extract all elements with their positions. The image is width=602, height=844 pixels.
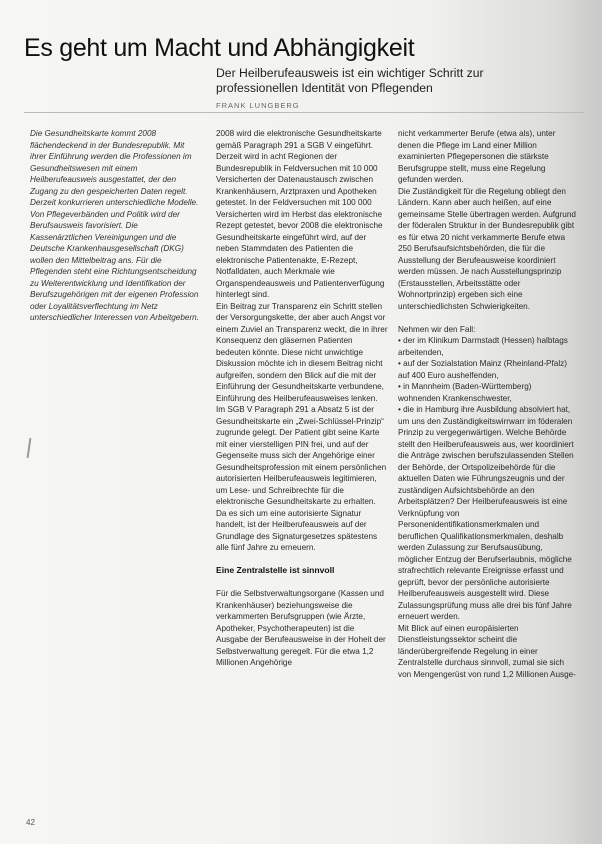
list-item: • die in Hamburg ihre Ausbildung absolviert hat, [398,404,576,416]
article-headline: Es geht um Macht und Abhängigkeit [24,34,415,62]
col3-paragraph-4: um uns den Zuständigkeitswirrwarr im föderalen Prinzip zu vergegenwärtigen. Welche Behörde stellt den Heilberufeausweis aus, wer koordiniert die Anträge zwischen berufszulassenden Stellen der Behörde, der Ortspolizeibehörde für die aktuellen Daten wie Führungszeugnis und der zuständigen Aufsichtsbehörde an den Arbeitsplätzen? Der Heilberufeausweis ist eine Verknüpfung von Personenidentifikationsmerkmalen und beruflichen Qualifikationsmerkmalen, deshalb werden Zulassung zur Berufsausübung, möglicher Entzug der Berufserlaubnis, mögliche strafrechtlich relevante Ereignisse erfasst und geprüft, bevor der persönliche autorisierte Heilberufeausweis ausgestellt wird. Diese Zulassungsprüfung muss alle drei bis fünf Jahre erneuert werden. [398,416,574,621]
example-list [398,335,576,416]
list-item: • auf der Sozialstation Mainz (Rheinland-Pfalz) auf 400 Euro aushelfenden, [398,358,576,381]
list-item: • der im Klinikum Darmstadt (Hessen) halbtags arbeitenden, [398,335,576,358]
col2-paragraph-3: Im SGB V Paragraph 291 a Absatz 5 ist der Gesundheitskarte ein „Zwei-Schlüssel-Prinzip“ zugrunde gelegt. Der Patient gibt seine Karte mit einer vierstelligen PIN frei, und auf der Gegenseite muss sich der Angehörige einer Gesundheitsprofession mit einem persönlichen autorisierten Heilberufeausweis legitimieren, um Lese- und Schreibrechte für die elektronische Gesundheitskarte zu erhalten. Da es sich um eine autorisierte Signatur handelt, ist der Heilberufeausweis auf der Grundlage des Signaturgesetzes spätestens alle fünf Jahre zu erneuern. [216,405,387,552]
body-column-2 [216,128,388,669]
col2-paragraph-4: Für die Selbstverwaltungsorgane (Kassen und Krankenhäuser) beziehungsweise die verkammerten Berufsgruppen (wie Ärzte, Apotheker, Psychotherapeuten) ist die Ausgabe der Berufeausweise in der Hoheit der Selbstverwaltung geregelt. Für die etwa 1,2 Millionen Angehörige [216,589,386,667]
article-author: FRANK LUNGBERG [216,101,300,110]
section-heading: Eine Zentralstelle ist sinnvoll [216,565,335,575]
col2-paragraph-2: Ein Beitrag zur Transparenz ein Schritt stellen der Versorgungskette, der aber auch Angst vor einem Zuviel an Transparenz weckt, die in ihrer Konsequenz den gläsernen Patienten bedeuten könnte. Diese nicht unwichtige Diskussion möchte ich in diesem Beitrag nicht aufgreifen, sondern den Blick auf die mit der Einführung der Gesundheitskarte verbundene, Einführung des Heilberufeausweises lenken. [216,301,388,403]
intro-column [30,128,202,324]
article-subline: Der Heilberufeausweis ist ein wichtiger Schritt zur professionellen Identität von Pflegenden [216,66,484,95]
body-column-3 [398,128,576,680]
col3-paragraph-5: Mit Blick auf einen europäisierten Dienstleistungssektor scheint die länderübergreifende Regelung in einer Zentralstelle durchaus sinnvoll, zumal sie sich von Mengengerüst von rund 1,2 Millionen Ausge- [398,623,576,679]
col3-paragraph-2: Die Zuständigkeit für die Regelung obliegt den Ländern. Kann aber auch heißen, auf eine gemeinsame Stelle übertragen werden. Aufgrund der föderalen Struktur in der Bundesrepublik gibt es für etwa 20 nicht verkammerte Berufe etwa 250 Berufsaufsichtsbehörden, die für die Ausstellung der Berufeausweise koordiniert werden müssen. Je nach Ausstellungsprinzip (Erstausstellen, Arbeitsstätte oder Wohnortprinzip) ergeben sich eine unterschiedlichsten Schwierigkeiten. [398,186,576,311]
list-item: • in Mannheim (Baden-Württemberg) wohnenden Krankenschwester, [398,381,576,404]
pen-mark [27,438,32,458]
page-number: 42 [26,818,35,827]
col2-paragraph-1: 2008 wird die elektronische Gesundheitskarte gemäß Paragraph 291 a SGB V eingeführt. Derzeit wird in acht Regionen der Bundesrepublik in Feldversuchen mit 10 000 Versicherten der Datenaustausch zwischen Krankenhäusern, Arztpraxen und Apotheken getestet. In der Feldversuchen mit 100 000 Versicherten wird im Herbst das elektronische Rezept getestet, bevor 2008 die elektronische Gesundheitskarte eingeführt wird, auf der neben Stammdaten des Patienten die elektronische Patientenakte, E-Rezept, Notfalldaten, auch Merkmale wie Organspendeausweis und Patientenverfügung hinterlegt sind. [216,129,385,299]
col3-paragraph-1: nicht verkammerter Berufe (etwa als), unter denen die Pflege im Land einer Million examinierten Pflegepersonen die stärkste Berufsgruppe stellt, muss eine Regelung gefunden werden. [398,129,556,184]
intro-paragraph: Die Gesundheitskarte kommt 2008 flächendeckend in der Bundesrepublik. Mit ihrer Einführung werden die Professionen im Gesundheitswesen mit einem Heilberufeausweis ausgestattet, der den Zugang zu den gespeicherten Daten regelt. Derzeit konkurrieren unterschiedliche Modelle. Von Pflegeverbänden und Politik wird der Berufsausweis favorisiert. Die Kassenärztlichen Vereinigungen und die Deutsche Krankenhausgesellschaft (DKG) wollen den Mittelbeitrag ans. Für die Pflegenden steht eine Richtungsentscheidung zu Weiterentwicklung und Identifikation der Berufszugehörigen mit der eigenen Profession oder Loyalitätsverflechtung im Netz unterschiedlicher Interessen von Arbeitgebern. [30,129,200,322]
col3-paragraph-3: Nehmen wir den Fall: [398,324,476,334]
header-divider [24,112,584,113]
